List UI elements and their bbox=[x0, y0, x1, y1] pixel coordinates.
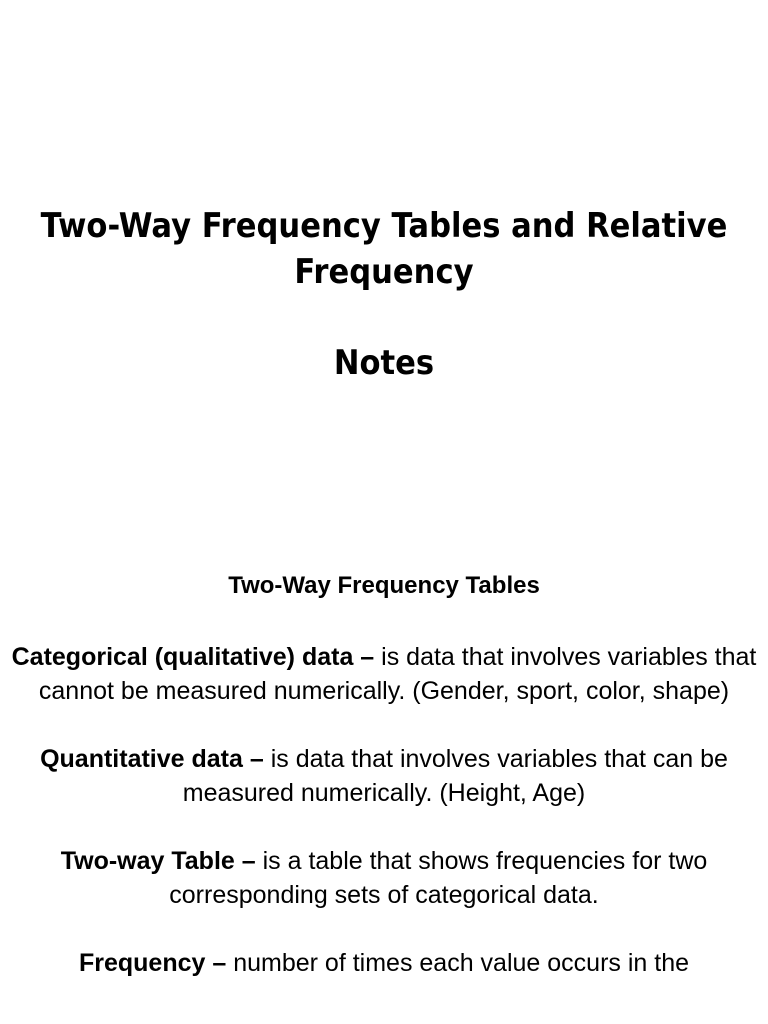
spacer bbox=[0, 606, 768, 640]
definition-term: Two-way Table – bbox=[60, 847, 256, 875]
definition-two-way-table bbox=[0, 844, 768, 912]
definition-term: Categorical (qualitative) data – bbox=[11, 643, 375, 671]
definition-categorical-data bbox=[0, 640, 768, 708]
definition-text: is a table that shows frequencies for two corresponding sets of categorical data. bbox=[169, 847, 708, 909]
notes-slide bbox=[0, 566, 768, 980]
definition-frequency bbox=[0, 946, 768, 980]
definition-text: is data that involves variables that can be measured numerically. (Height, Age) bbox=[182, 745, 728, 807]
section-heading: Two-Way Frequency Tables bbox=[228, 572, 540, 599]
definition-term: Quantitative data – bbox=[40, 745, 264, 773]
definition-term: Frequency – bbox=[78, 949, 227, 977]
definition-text: is data that involves variables that cannot be measured numerically. (Gender, sport, color, shape) bbox=[38, 643, 757, 705]
definition-quantitative-data bbox=[0, 742, 768, 810]
spacer bbox=[0, 810, 768, 844]
spacer bbox=[0, 912, 768, 946]
spacer bbox=[0, 708, 768, 742]
page-subtitle: Notes bbox=[333, 343, 435, 383]
page-title: Two-Way Frequency Tables and Relative Frequency bbox=[40, 206, 728, 292]
definition-text: number of times each value occurs in the bbox=[226, 949, 689, 977]
